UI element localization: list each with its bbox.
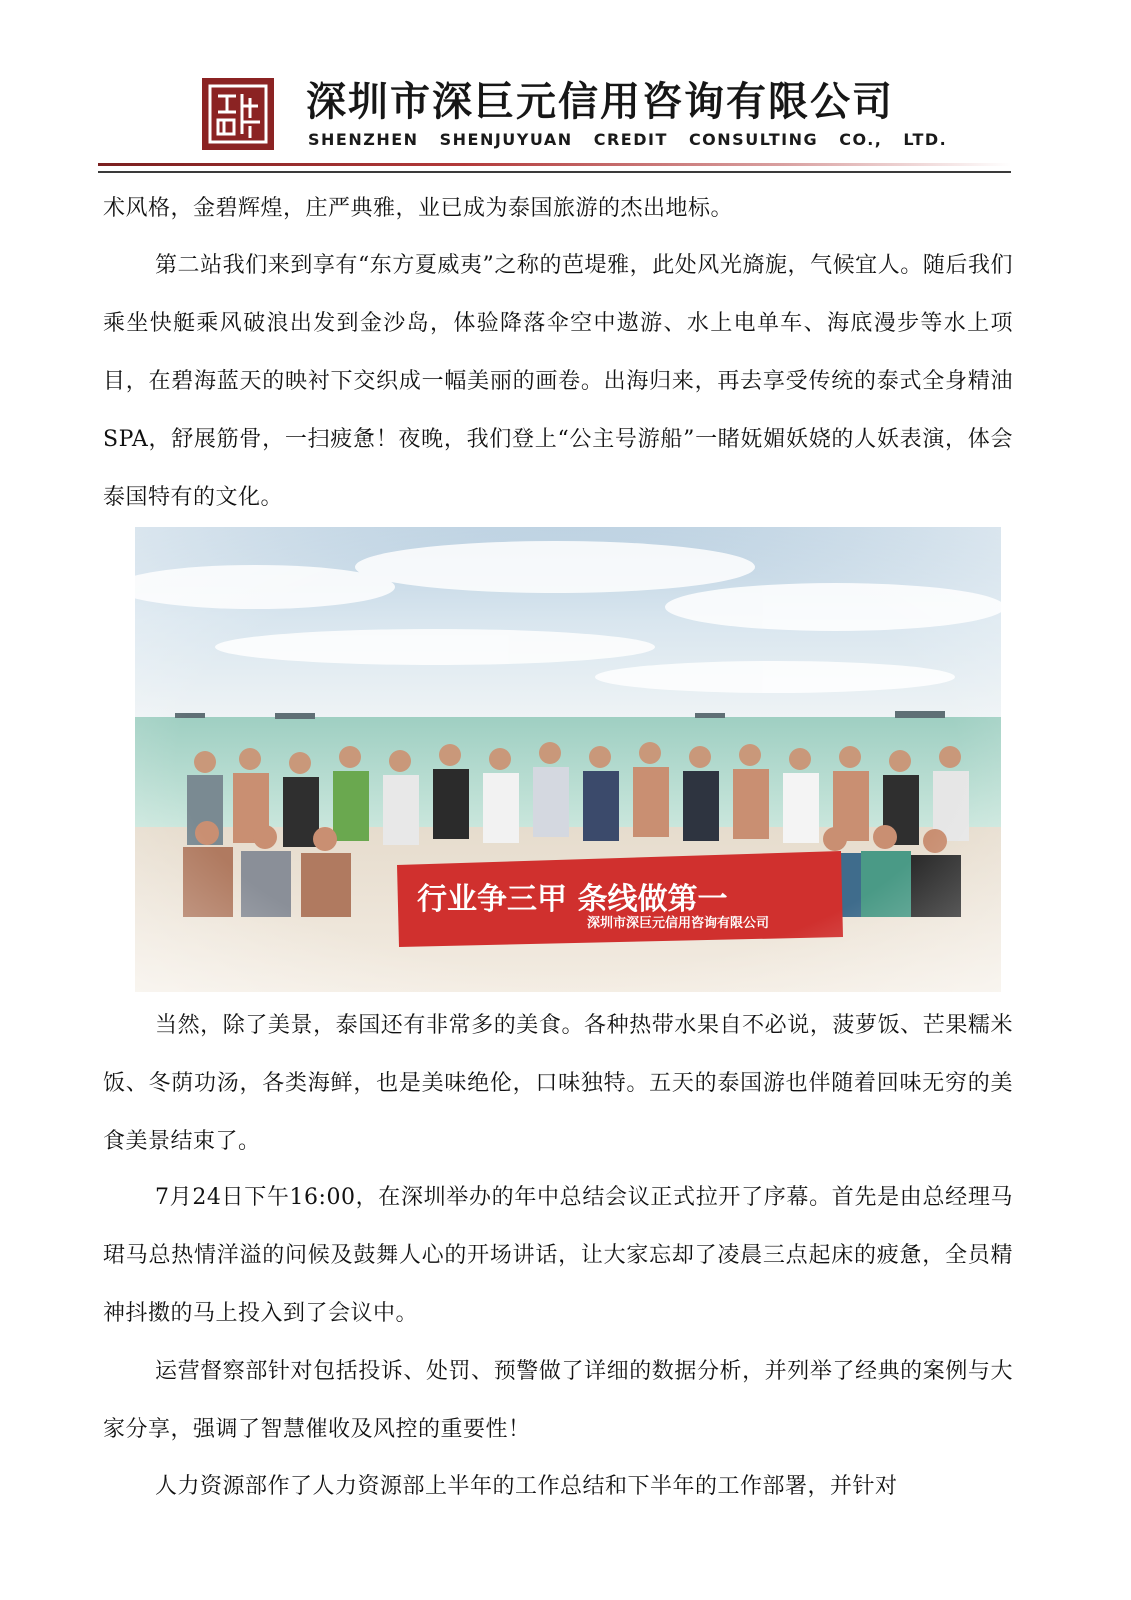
paragraph-5: 运营督察部针对包括投诉、处罚、预警做了详细的数据分析，并列举了经典的案例与大家分享，强调了智慧催收及风控的重要性！ bbox=[103, 1359, 1013, 1442]
paragraph-1: 术风格，金碧辉煌，庄严典雅，业已成为泰国旅游的杰出地标。 bbox=[103, 196, 734, 221]
company-name-cn: 深圳市深巨元信用咨询有限公司 bbox=[306, 79, 894, 125]
company-logo-icon bbox=[202, 78, 274, 150]
beach-group-photo-image bbox=[135, 527, 1001, 992]
company-name-en: SHENZHEN SHENJUYUAN CREDIT CONSULTING CO., LTD. bbox=[308, 130, 948, 149]
paragraph-4: 7月24日下午16:00，在深圳举办的年中总结会议正式拉开了序幕。首先是由总经理马珺马总热情洋溢的问候及鼓舞人心的开场讲话，让大家忘却了凌晨三点起床的疲惫，全员精神抖擞的马上投入到了会议中。 bbox=[103, 1185, 1013, 1326]
paragraph-3: 当然，除了美景，泰国还有非常多的美食。各种热带水果自不必说，菠萝饭、芒果糯米饭、冬荫功汤，各类海鲜，也是美味绝伦，口味独特。五天的泰国游也伴随着回味无穷的美食美景结束了。 bbox=[103, 1013, 1013, 1154]
paragraph-6: 人力资源部作了人力资源部上半年的工作总结和下半年的工作部署，并针对 bbox=[155, 1474, 898, 1499]
letterhead bbox=[202, 78, 962, 156]
paragraph-2: 第二站我们来到享有“东方夏威夷”之称的芭堤雅，此处风光旖旎，气候宜人。随后我们乘坐快艇乘风破浪出发到金沙岛，体验降落伞空中遨游、水上电单车、海底漫步等水上项目，在碧海蓝天的映衬下交织成一幅美丽的画卷。出海归来，再去享受传统的泰式全身精油SPA，舒展筋骨，一扫疲惫！夜晚，我们登上“公主号游船”一睹妩媚妖娆的人妖表演，体会泰国特有的文化。 bbox=[103, 253, 1013, 510]
header-rule bbox=[98, 171, 1011, 173]
header-rule-accent bbox=[98, 163, 1011, 166]
group-photo bbox=[135, 527, 1001, 992]
